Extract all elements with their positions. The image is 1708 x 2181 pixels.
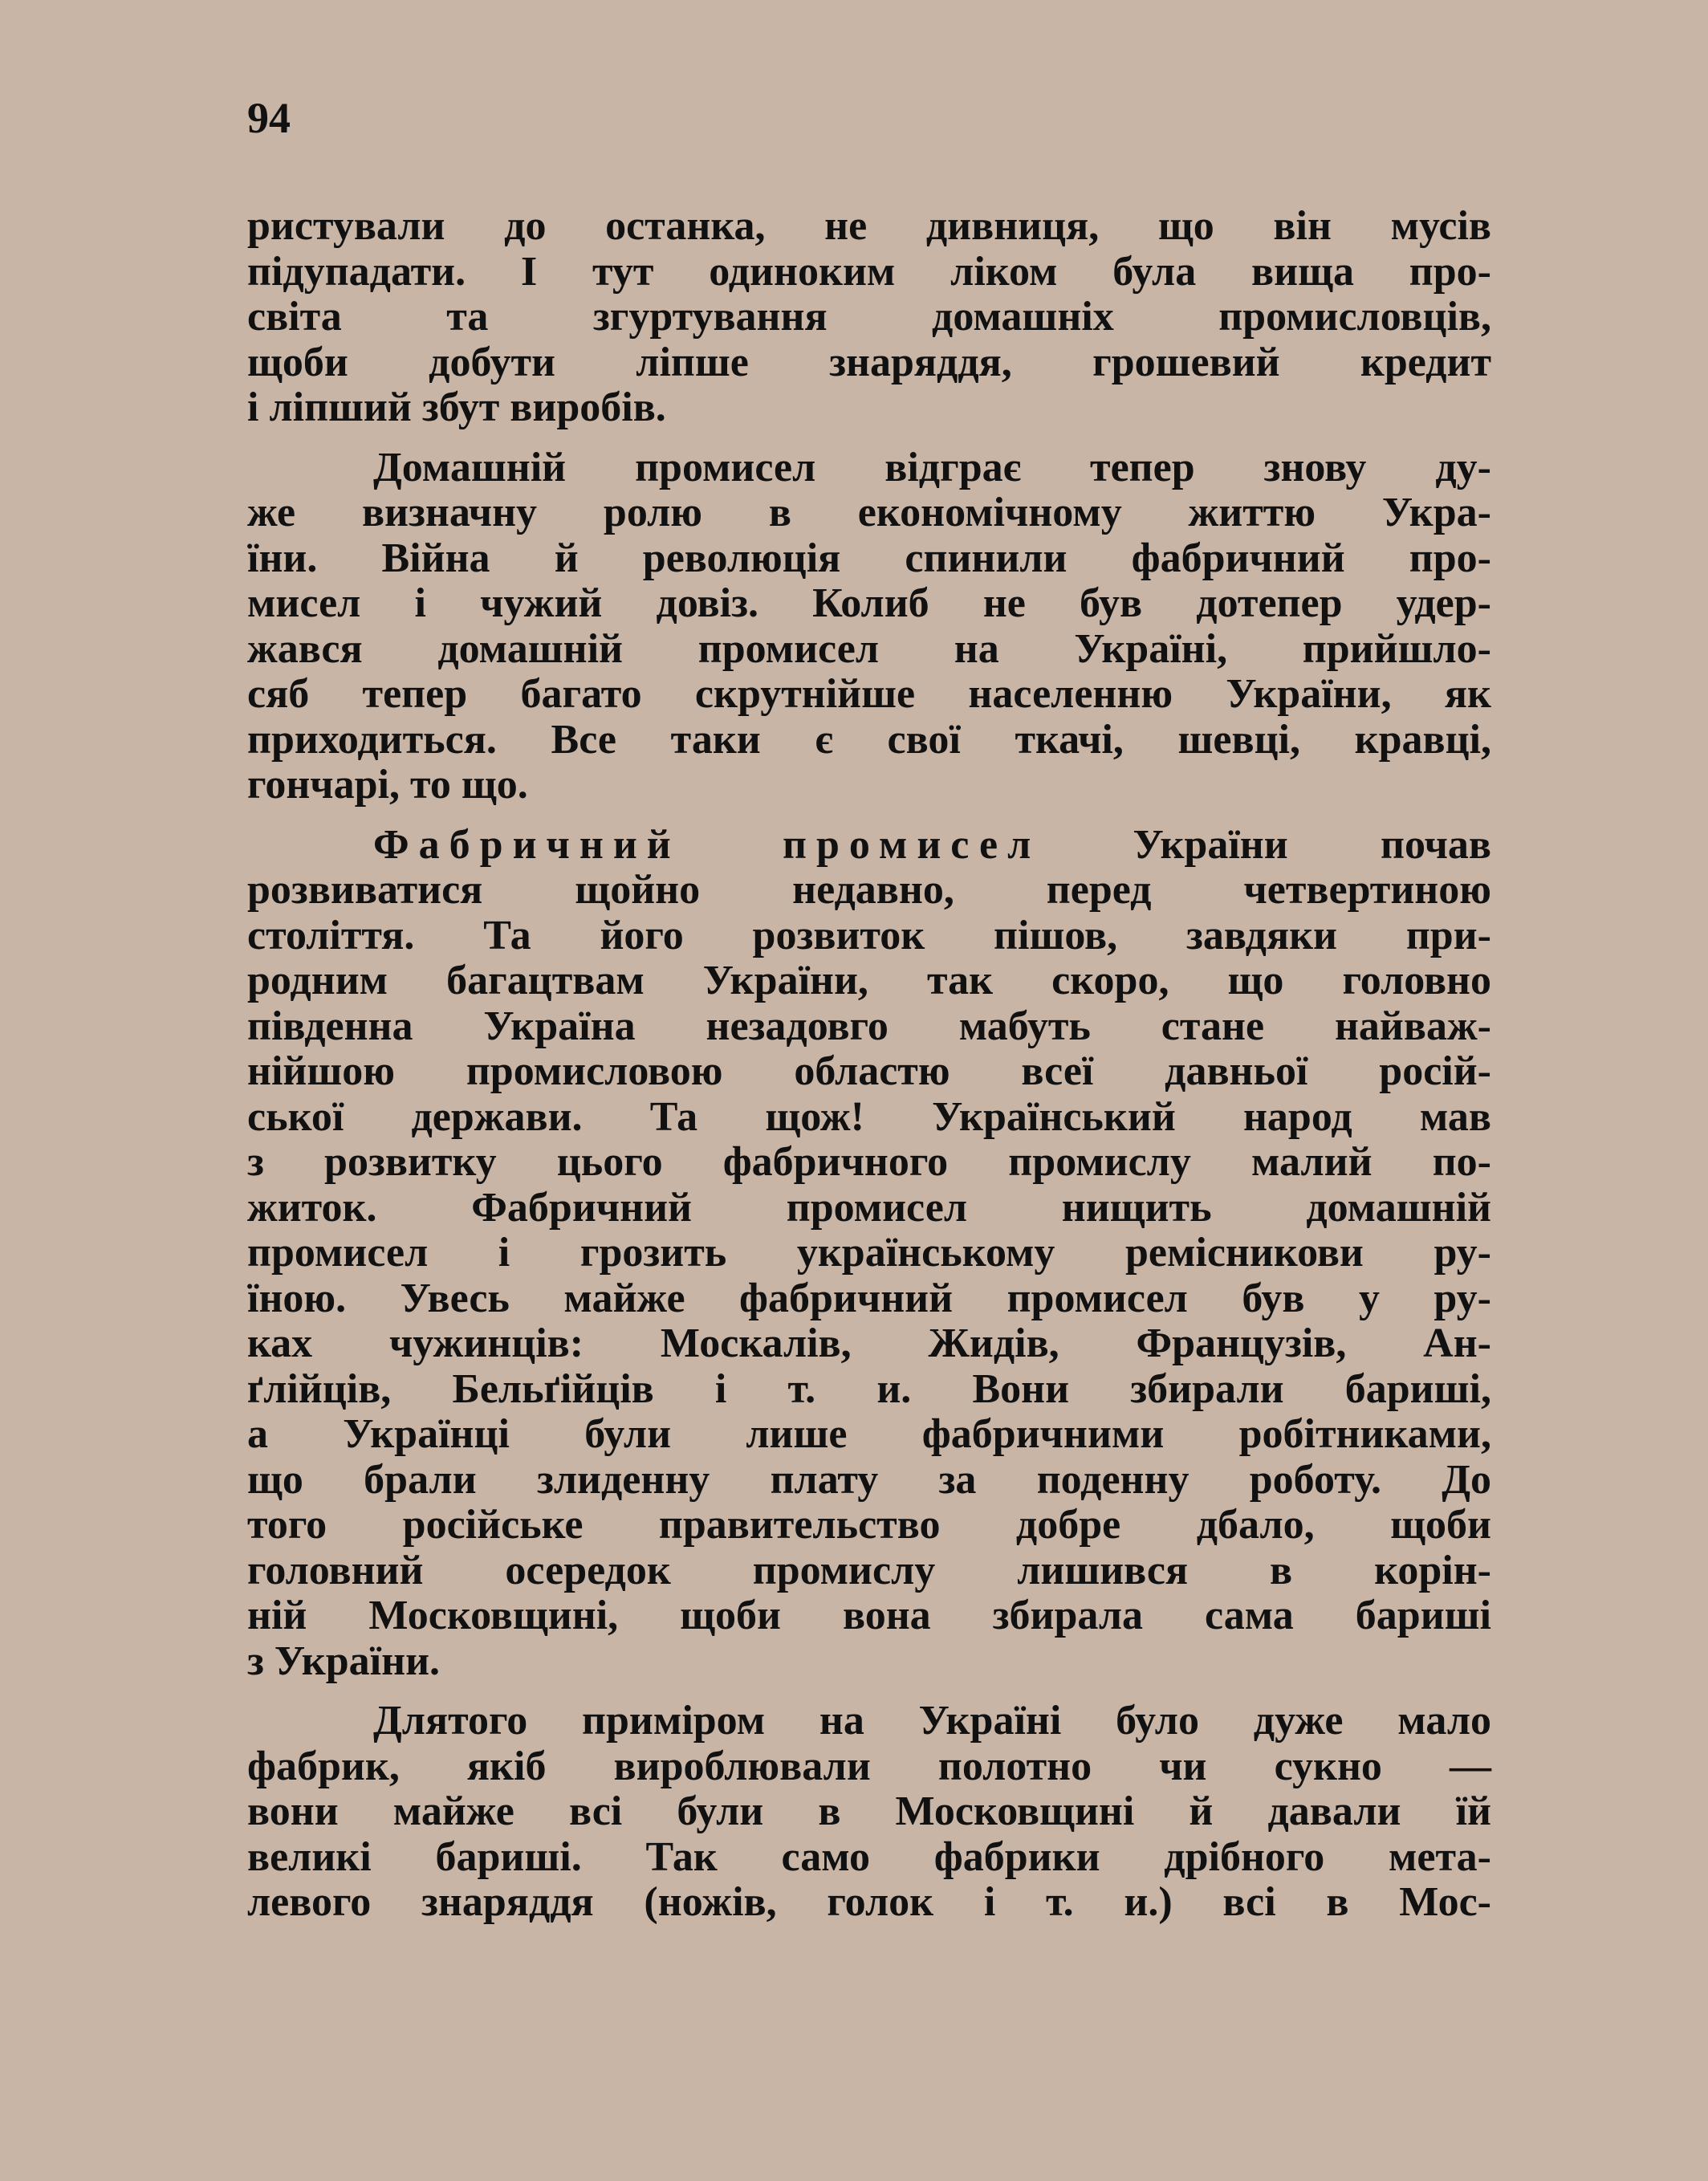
text-line: а Українці були лише фабричними робітниками, bbox=[247, 1411, 1491, 1457]
text-line: століття. Та його розвиток пішов, завдяки при- bbox=[247, 912, 1491, 958]
text-line: вони майже всі були в Московщині й давали їй bbox=[247, 1788, 1491, 1834]
paragraph-3 bbox=[247, 823, 1491, 1685]
text-line bbox=[247, 823, 1491, 869]
text-line: гончарі, то що. bbox=[247, 762, 528, 808]
text-line: їни. Війна й революція спинили фабричний про- bbox=[247, 535, 1491, 581]
text-line: головний осередок промислу лишився в корін- bbox=[247, 1547, 1491, 1593]
text-line: же визначну ролю в економічному життю Укра- bbox=[247, 490, 1491, 535]
page-number: 94 bbox=[247, 94, 291, 142]
text-line: великі бариші. Так само фабрики дрібного мета- bbox=[247, 1833, 1491, 1880]
text-line: родним багацтвам України, так скоро, що головно bbox=[247, 958, 1491, 1003]
text-line: що брали злиденну плату за поденну роботу. До bbox=[247, 1456, 1491, 1503]
text-line: світа та згуртування домашніх промисловців, bbox=[247, 294, 1491, 340]
text-line: з України. bbox=[247, 1638, 441, 1684]
paragraph-1 bbox=[247, 204, 1491, 431]
text-line: підупадати. І тут одиноким ліком була вища про- bbox=[247, 248, 1491, 295]
text-line: ках чужинців: Москалів, Жидів, Французів, Ан- bbox=[247, 1320, 1491, 1366]
text-line: промисел і грозить українському ремісникови ру- bbox=[247, 1230, 1491, 1276]
text-line-rest: України почав bbox=[1040, 821, 1492, 868]
paragraph-4 bbox=[247, 1699, 1491, 1926]
text-line: жався домашній промисел на Україні, прийшло- bbox=[247, 625, 1491, 672]
text-line: фабрик, якіб вироблювали полотно чи сукно — bbox=[247, 1743, 1491, 1789]
text-line: житок. Фабричний промисел нищить домашній bbox=[247, 1184, 1491, 1231]
text-line: левого знаряддя (ножів, голок і т. и.) всі в Мос- bbox=[247, 1879, 1491, 1925]
text-line: сяб тепер багато скрутнійше населенню України, як bbox=[247, 671, 1491, 717]
text-line: мисел і чужий довіз. Колиб не був дотепер удер- bbox=[247, 580, 1491, 626]
text-line: ської держави. Та щож! Український народ мав bbox=[247, 1093, 1491, 1140]
spaced-emphasis: Фабричний промисел bbox=[373, 821, 1041, 868]
text-line: ґлійців, Бельґійців і т. и. Вони збирали бариші, bbox=[247, 1365, 1491, 1412]
text-line: Домашній промисел відграє тепер знову ду- bbox=[373, 444, 1491, 490]
text-line: ній Московщині, щоби вона збирала сама бариші bbox=[247, 1593, 1491, 1638]
text-line: того російське правительство добре дбало, щоби bbox=[247, 1502, 1491, 1548]
text-line: і ліпший збут виробів. bbox=[247, 385, 666, 430]
text-line: щоби добути ліпше знаряддя, грошевий кредит bbox=[247, 339, 1491, 385]
text-line: нійшою промисловою областю всеї давньої росій- bbox=[247, 1048, 1491, 1094]
text-line: їною. Увесь майже фабричний промисел був у ру- bbox=[247, 1275, 1491, 1321]
paragraph-2 bbox=[247, 446, 1491, 808]
book-page bbox=[247, 96, 1491, 1926]
text-line: Длятого приміром на Україні було дуже мало bbox=[373, 1698, 1491, 1744]
text-line: південна Україна незадовго мабуть стане найваж- bbox=[247, 1003, 1491, 1049]
text-line: розвиватися щойно недавно, перед четвертиною bbox=[247, 867, 1491, 913]
text-line: приходиться. Все таки є свої ткачі, шевці, кравці, bbox=[247, 716, 1491, 763]
text-line: з розвитку цього фабричного промислу малий по- bbox=[247, 1139, 1491, 1185]
text-line: ристували до останка, не дивниця, що він мусів bbox=[247, 203, 1491, 249]
